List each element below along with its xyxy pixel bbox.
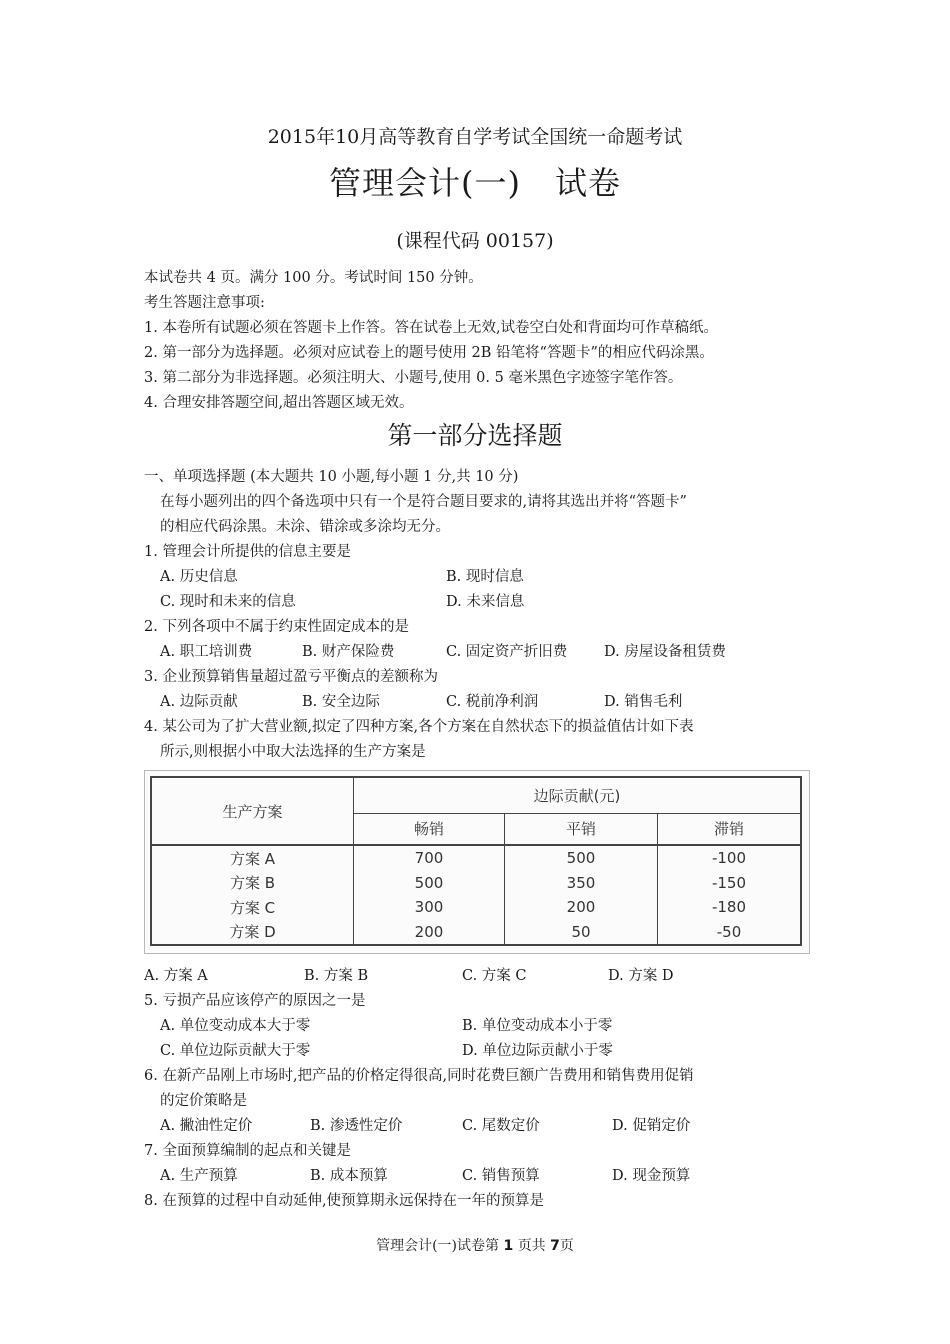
cell-value: -180 — [711, 898, 747, 917]
cell-value: 200 — [354, 919, 505, 945]
question-stem: 1. 管理会计所提供的信息主要是 — [144, 544, 351, 560]
header-sub: 平销 — [505, 813, 658, 845]
header-margin: 边际贡献(元) — [354, 777, 802, 813]
cell-plan: 方案 C — [151, 895, 354, 919]
option-c: C. 固定资产折旧费 — [446, 644, 568, 660]
footer-prefix: 管理会计(一)试卷第 — [376, 1238, 500, 1254]
cell-value: 500 — [505, 845, 658, 871]
table-row — [151, 845, 801, 871]
footer-suffix: 页 — [559, 1238, 574, 1254]
notice-item: 4. 合理安排答题空间,超出答题区域无效。 — [144, 395, 414, 411]
question-stem-cont: 所示,则根据小中取大法选择的生产方案是 — [160, 744, 426, 760]
question-stem: 6. 在新产品刚上市场时,把产品的价格定得很高,同时花费巨额广告费用和销售费用促销 — [144, 1068, 694, 1084]
cell-value: 500 — [354, 871, 505, 895]
cell-plan: 方案 D — [151, 919, 354, 945]
option-c: C. 税前净利润 — [446, 694, 539, 710]
option-a: A. 历史信息 — [160, 569, 238, 585]
option-a: A. 生产预算 — [160, 1168, 238, 1184]
question-stem: 2. 下列各项中不属于约束性固定成本的是 — [144, 619, 409, 635]
table-row — [151, 895, 801, 919]
profit-table — [150, 776, 802, 946]
option-c: C. 尾数定价 — [462, 1118, 540, 1134]
header-sub: 滞销 — [658, 813, 802, 845]
part1-title: 第一部分选择题 — [387, 421, 563, 450]
page-title — [0, 158, 950, 204]
cell-value: 700 — [354, 845, 505, 871]
title-part1: 管理会计(一) — [329, 164, 521, 202]
question-stem: 4. 某公司为了扩大营业额,拟定了四种方案,各个方案在自然状态下的损益值估计如下表 — [144, 719, 694, 735]
option-c: C. 单位边际贡献大于零 — [160, 1043, 311, 1059]
option-b: B. 现时信息 — [446, 569, 524, 585]
option-a: A. 方案 A — [144, 968, 208, 984]
option-a: A. 撇油性定价 — [160, 1118, 253, 1134]
table-row — [151, 871, 801, 895]
cell-value: 350 — [505, 871, 658, 895]
footer-page-number: 1 — [503, 1238, 514, 1254]
notice-item: 2. 第一部分为选择题。必须对应试卷上的题号使用 2B 铅笔将“答题卡”的相应代码涂黑。 — [144, 345, 714, 361]
option-b: B. 方案 B — [304, 968, 369, 984]
notice-heading: 考生答题注意事项: — [144, 295, 265, 311]
notice-item: 3. 第二部分为非选择题。必须注明大、小题号,使用 0. 5 毫米黑色字迹签字笔作答。 — [144, 370, 683, 386]
option-d: D. 销售毛利 — [604, 694, 683, 710]
cell-value: 200 — [505, 895, 658, 919]
option-b: B. 财产保险费 — [302, 644, 395, 660]
option-d: D. 现金预算 — [612, 1168, 691, 1184]
option-d: D. 单位边际贡献小于零 — [462, 1043, 613, 1059]
page-footer — [0, 1235, 950, 1255]
exam-line: 2015年10月高等教育自学考试全国统一命题考试 — [267, 126, 683, 148]
option-b: B. 安全边际 — [302, 694, 380, 710]
option-d: D. 房屋设备租赁费 — [604, 644, 726, 660]
option-d: D. 未来信息 — [446, 594, 525, 610]
exam-summary: 本试卷共 4 页。满分 100 分。考试时间 150 分钟。 — [144, 270, 483, 286]
cell-value: 300 — [354, 895, 505, 919]
cell-value: 50 — [505, 919, 658, 945]
section-desc: 的相应代码涂黑。未涂、错涂或多涂均无分。 — [160, 519, 450, 535]
question-stem-cont: 的定价策略是 — [160, 1093, 247, 1109]
option-d: D. 方案 D — [608, 968, 674, 984]
option-a: A. 单位变动成本大于零 — [160, 1018, 311, 1034]
footer-total-pages: 7 — [550, 1238, 560, 1254]
cell-plan: 方案 A — [151, 845, 354, 871]
question-stem: 8. 在预算的过程中自动延伸,使预算期永远保持在一年的预算是 — [144, 1193, 545, 1209]
question-stem: 5. 亏损产品应该停产的原因之一是 — [144, 993, 366, 1009]
question-stem: 3. 企业预算销售量超过盈亏平衡点的差额称为 — [144, 669, 438, 685]
cell-plan: 方案 B — [151, 871, 354, 895]
option-d: D. 促销定价 — [612, 1118, 691, 1134]
course-code: (课程代码 00157) — [396, 230, 554, 252]
table-row — [151, 919, 801, 945]
profit-table-image — [144, 770, 810, 954]
cell-value: -50 — [716, 922, 742, 941]
question-stem: 7. 全面预算编制的起点和关键是 — [144, 1143, 351, 1159]
cell-value: -150 — [711, 873, 747, 892]
cell-value: -100 — [711, 849, 747, 868]
header-plan: 生产方案 — [151, 777, 354, 845]
option-a: A. 职工培训费 — [160, 644, 253, 660]
title-part2: 试卷 — [554, 164, 621, 202]
option-c: C. 现时和未来的信息 — [160, 594, 296, 610]
option-b: B. 渗透性定价 — [310, 1118, 403, 1134]
section-heading: 一、单项选择题 (本大题共 10 小题,每小题 1 分,共 10 分) — [144, 469, 519, 485]
option-b: B. 成本预算 — [310, 1168, 388, 1184]
option-b: B. 单位变动成本小于零 — [462, 1018, 613, 1034]
section-desc: 在每小题列出的四个备选项中只有一个是符合题目要求的,请将其选出并将“答题卡” — [160, 494, 687, 510]
footer-middle: 页共 — [517, 1238, 546, 1254]
header-sub: 畅销 — [354, 813, 505, 845]
notice-item: 1. 本卷所有试题必须在答题卡上作答。答在试卷上无效,试卷空白处和背面均可作草稿纸。 — [144, 320, 719, 336]
option-c: C. 方案 C — [462, 968, 527, 984]
option-c: C. 销售预算 — [462, 1168, 540, 1184]
option-a: A. 边际贡献 — [160, 694, 238, 710]
